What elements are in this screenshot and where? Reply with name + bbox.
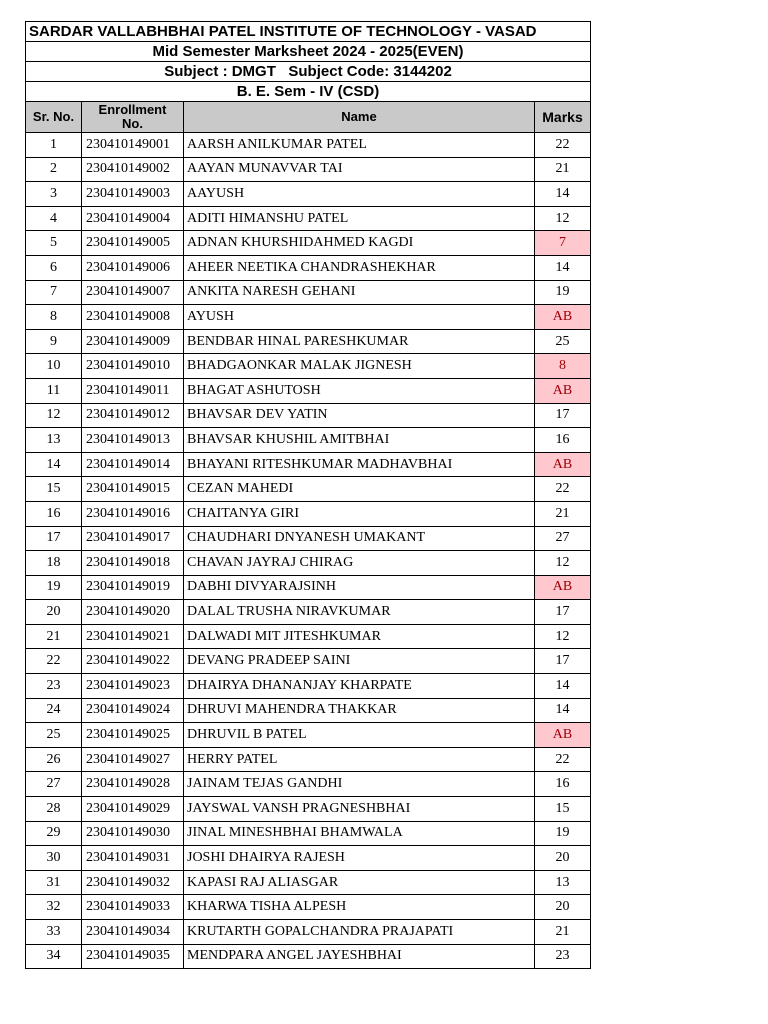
row-marks: 19 (535, 821, 591, 846)
row-enrollment-no: 230410149008 (82, 305, 184, 330)
row-sr-no: 19 (26, 575, 82, 600)
row-student-name: CHAVAN JAYRAJ CHIRAG (184, 551, 535, 576)
row-marks: 17 (535, 403, 591, 428)
row-marks: 21 (535, 501, 591, 526)
table-row (26, 649, 591, 674)
row-sr-no: 29 (26, 821, 82, 846)
row-student-name: HERRY PATEL (184, 747, 535, 772)
marks-table (25, 21, 591, 969)
row-enrollment-no: 230410149019 (82, 575, 184, 600)
row-marks: 12 (535, 206, 591, 231)
row-student-name: DABHI DIVYARAJSINH (184, 575, 535, 600)
row-sr-no: 3 (26, 182, 82, 207)
row-marks: 25 (535, 329, 591, 354)
row-student-name: DEVANG PRADEEP SAINI (184, 649, 535, 674)
table-row (26, 600, 591, 625)
row-sr-no: 28 (26, 797, 82, 822)
row-enrollment-no: 230410149020 (82, 600, 184, 625)
row-sr-no: 32 (26, 895, 82, 920)
row-student-name: MENDPARA ANGEL JAYESHBHAI (184, 944, 535, 969)
row-sr-no: 8 (26, 305, 82, 330)
row-student-name: KHARWA TISHA ALPESH (184, 895, 535, 920)
row-sr-no: 30 (26, 846, 82, 871)
row-enrollment-no: 230410149022 (82, 649, 184, 674)
row-enrollment-no: 230410149003 (82, 182, 184, 207)
row-student-name: DALWADI MIT JITESHKUMAR (184, 624, 535, 649)
row-enrollment-no: 230410149032 (82, 870, 184, 895)
row-enrollment-no: 230410149023 (82, 674, 184, 699)
col-header-sr: Sr. No. (26, 102, 82, 133)
subject-line: Subject : DMGT Subject Code: 3144202 (26, 62, 591, 82)
table-row (26, 428, 591, 453)
table-row (26, 403, 591, 428)
row-enrollment-no: 230410149014 (82, 452, 184, 477)
table-row (26, 920, 591, 945)
row-enrollment-no: 230410149002 (82, 157, 184, 182)
table-row (26, 674, 591, 699)
row-marks: 12 (535, 624, 591, 649)
row-marks: 17 (535, 600, 591, 625)
row-marks: 15 (535, 797, 591, 822)
row-enrollment-no: 230410149031 (82, 846, 184, 871)
row-sr-no: 18 (26, 551, 82, 576)
row-sr-no: 17 (26, 526, 82, 551)
col-header-name: Name (184, 102, 535, 133)
table-row (26, 452, 591, 477)
sheet-title: Mid Semester Marksheet 2024 - 2025(EVEN) (26, 42, 591, 62)
row-enrollment-no: 230410149018 (82, 551, 184, 576)
row-student-name: BHAVSAR DEV YATIN (184, 403, 535, 428)
row-enrollment-no: 230410149013 (82, 428, 184, 453)
table-row (26, 305, 591, 330)
row-marks: AB (535, 723, 591, 748)
table-row (26, 772, 591, 797)
row-sr-no: 6 (26, 255, 82, 280)
row-marks: 8 (535, 354, 591, 379)
row-student-name: AHEER NEETIKA CHANDRASHEKHAR (184, 255, 535, 280)
table-row (26, 723, 591, 748)
row-marks: 22 (535, 747, 591, 772)
col-header-enrollment-line1: Enrollment (98, 102, 167, 117)
row-student-name: BHADGAONKAR MALAK JIGNESH (184, 354, 535, 379)
row-student-name: BHAGAT ASHUTOSH (184, 378, 535, 403)
row-enrollment-no: 230410149017 (82, 526, 184, 551)
row-marks: 14 (535, 698, 591, 723)
table-row (26, 526, 591, 551)
row-enrollment-no: 230410149010 (82, 354, 184, 379)
row-student-name: CEZAN MAHEDI (184, 477, 535, 502)
row-enrollment-no: 230410149007 (82, 280, 184, 305)
row-sr-no: 12 (26, 403, 82, 428)
row-student-name: AYUSH (184, 305, 535, 330)
row-sr-no: 5 (26, 231, 82, 256)
table-row (26, 575, 591, 600)
row-sr-no: 4 (26, 206, 82, 231)
row-student-name: KRUTARTH GOPALCHANDRA PRAJAPATI (184, 920, 535, 945)
table-row (26, 133, 591, 158)
row-marks: 23 (535, 944, 591, 969)
row-sr-no: 34 (26, 944, 82, 969)
row-sr-no: 24 (26, 698, 82, 723)
row-enrollment-no: 230410149001 (82, 133, 184, 158)
row-sr-no: 23 (26, 674, 82, 699)
row-student-name: CHAITANYA GIRI (184, 501, 535, 526)
table-row (26, 870, 591, 895)
row-sr-no: 9 (26, 329, 82, 354)
row-sr-no: 20 (26, 600, 82, 625)
table-row (26, 231, 591, 256)
row-student-name: AAYAN MUNAVVAR TAI (184, 157, 535, 182)
col-header-marks: Marks (535, 102, 591, 133)
row-marks: 7 (535, 231, 591, 256)
row-enrollment-no: 230410149011 (82, 378, 184, 403)
row-sr-no: 7 (26, 280, 82, 305)
row-marks: 17 (535, 649, 591, 674)
row-enrollment-no: 230410149025 (82, 723, 184, 748)
table-row (26, 280, 591, 305)
row-student-name: JINAL MINESHBHAI BHAMWALA (184, 821, 535, 846)
row-student-name: BHAYANI RITESHKUMAR MADHAVBHAI (184, 452, 535, 477)
row-student-name: DHRUVIL B PATEL (184, 723, 535, 748)
row-enrollment-no: 230410149024 (82, 698, 184, 723)
row-enrollment-no: 230410149027 (82, 747, 184, 772)
row-enrollment-no: 230410149033 (82, 895, 184, 920)
row-marks: 16 (535, 772, 591, 797)
row-marks: 19 (535, 280, 591, 305)
col-header-enrollment-line2: No. (122, 116, 143, 131)
header-row (26, 102, 591, 133)
row-marks: 21 (535, 157, 591, 182)
row-marks: 14 (535, 674, 591, 699)
table-row (26, 501, 591, 526)
row-sr-no: 1 (26, 133, 82, 158)
row-marks: 13 (535, 870, 591, 895)
row-enrollment-no: 230410149015 (82, 477, 184, 502)
row-sr-no: 11 (26, 378, 82, 403)
row-marks: AB (535, 575, 591, 600)
row-enrollment-no: 230410149016 (82, 501, 184, 526)
row-marks: 14 (535, 255, 591, 280)
table-row (26, 157, 591, 182)
row-student-name: DHRUVI MAHENDRA THAKKAR (184, 698, 535, 723)
row-sr-no: 2 (26, 157, 82, 182)
row-enrollment-no: 230410149004 (82, 206, 184, 231)
row-marks: 20 (535, 846, 591, 871)
row-student-name: ANKITA NARESH GEHANI (184, 280, 535, 305)
row-enrollment-no: 230410149035 (82, 944, 184, 969)
row-marks: 22 (535, 477, 591, 502)
row-student-name: JAYSWAL VANSH PRAGNESHBHAI (184, 797, 535, 822)
marksheet (25, 21, 590, 969)
row-enrollment-no: 230410149030 (82, 821, 184, 846)
row-sr-no: 25 (26, 723, 82, 748)
row-sr-no: 16 (26, 501, 82, 526)
row-enrollment-no: 230410149021 (82, 624, 184, 649)
row-student-name: JOSHI DHAIRYA RAJESH (184, 846, 535, 871)
row-enrollment-no: 230410149028 (82, 772, 184, 797)
table-row (26, 624, 591, 649)
table-row (26, 182, 591, 207)
table-row (26, 747, 591, 772)
table-row (26, 944, 591, 969)
row-sr-no: 13 (26, 428, 82, 453)
row-student-name: DALAL TRUSHA NIRAVKUMAR (184, 600, 535, 625)
row-student-name: ADNAN KHURSHIDAHMED KAGDI (184, 231, 535, 256)
table-row (26, 378, 591, 403)
institute-name: SARDAR VALLABHBHAI PATEL INSTITUTE OF TECHNOLOGY - VASAD (26, 22, 591, 42)
row-sr-no: 15 (26, 477, 82, 502)
row-marks: AB (535, 378, 591, 403)
row-student-name: DHAIRYA DHANANJAY KHARPATE (184, 674, 535, 699)
row-student-name: BENDBAR HINAL PARESHKUMAR (184, 329, 535, 354)
row-sr-no: 33 (26, 920, 82, 945)
row-sr-no: 26 (26, 747, 82, 772)
row-sr-no: 27 (26, 772, 82, 797)
row-student-name: BHAVSAR KHUSHIL AMITBHAI (184, 428, 535, 453)
row-sr-no: 21 (26, 624, 82, 649)
table-row (26, 551, 591, 576)
table-row (26, 329, 591, 354)
row-sr-no: 22 (26, 649, 82, 674)
table-row (26, 895, 591, 920)
row-marks: 22 (535, 133, 591, 158)
table-row (26, 477, 591, 502)
row-marks: 21 (535, 920, 591, 945)
table-row (26, 797, 591, 822)
row-sr-no: 14 (26, 452, 82, 477)
row-marks: 16 (535, 428, 591, 453)
row-student-name: AAYUSH (184, 182, 535, 207)
row-enrollment-no: 230410149029 (82, 797, 184, 822)
row-student-name: AARSH ANILKUMAR PATEL (184, 133, 535, 158)
row-marks: 20 (535, 895, 591, 920)
row-marks: 27 (535, 526, 591, 551)
class-line: B. E. Sem - IV (CSD) (26, 82, 591, 102)
row-enrollment-no: 230410149034 (82, 920, 184, 945)
table-row (26, 698, 591, 723)
row-student-name: CHAUDHARI DNYANESH UMAKANT (184, 526, 535, 551)
col-header-enrollment (82, 102, 184, 133)
row-student-name: JAINAM TEJAS GANDHI (184, 772, 535, 797)
row-enrollment-no: 230410149005 (82, 231, 184, 256)
row-marks: 14 (535, 182, 591, 207)
row-sr-no: 31 (26, 870, 82, 895)
table-row (26, 846, 591, 871)
table-row (26, 821, 591, 846)
row-marks: AB (535, 452, 591, 477)
table-row (26, 206, 591, 231)
row-enrollment-no: 230410149006 (82, 255, 184, 280)
row-enrollment-no: 230410149012 (82, 403, 184, 428)
row-marks: 12 (535, 551, 591, 576)
row-enrollment-no: 230410149009 (82, 329, 184, 354)
table-row (26, 354, 591, 379)
row-sr-no: 10 (26, 354, 82, 379)
row-student-name: ADITI HIMANSHU PATEL (184, 206, 535, 231)
row-student-name: KAPASI RAJ ALIASGAR (184, 870, 535, 895)
table-row (26, 255, 591, 280)
row-marks: AB (535, 305, 591, 330)
